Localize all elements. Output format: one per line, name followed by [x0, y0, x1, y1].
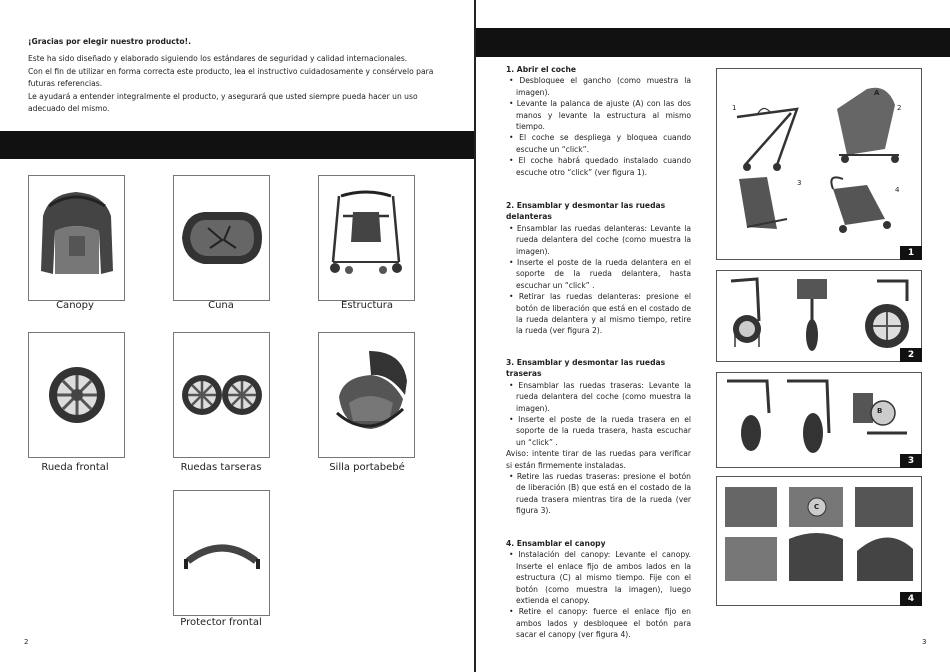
section-band [476, 28, 950, 57]
part-label-cuna: Cuna [208, 300, 234, 311]
step-bullet: • Desbloquee el gancho (como muestra la imagen). [509, 76, 691, 97]
step-bullet: • Inserte el poste de la rueda trasera en el soporte de la rueda trasera, hasta escuchar un “click” . [509, 415, 691, 447]
figure-1-callout-1: 1 [732, 104, 737, 112]
figure-1 [716, 68, 922, 260]
figure-2-number: 2 [900, 348, 922, 362]
part-ruedas-traseras-image [173, 332, 270, 458]
step-title: 1. Abrir el coche [506, 65, 577, 74]
step-title: 4. Ensamblar el canopy [506, 539, 606, 548]
step-title: 2. Ensamblar y desmontar las ruedas delanteras [506, 201, 666, 222]
figure-3 [716, 372, 922, 468]
figure-1-callout-4: 4 [895, 186, 900, 194]
step-bullet: • El coche se despliega y bloquea cuando escuche un “click”. [509, 133, 691, 154]
step-2 [506, 200, 691, 337]
figure-1-callout-letter: A [874, 89, 880, 97]
intro-paragraph-1: Este ha sido diseñado y elaborado siguiendo los estándares de seguridad y calidad internacionales. [28, 54, 408, 64]
greeting: ¡Gracias por elegir nuestro producto!. [28, 37, 191, 46]
figure-3-callout-letter: B [877, 407, 883, 415]
step-warning: Aviso: intente tirar de las ruedas para verificar si están firmemente instaladas. [506, 449, 691, 470]
part-silla-portabebe-image [318, 332, 415, 458]
page-number-left: 2 [24, 638, 29, 646]
part-label-rueda-frontal: Rueda frontal [41, 462, 109, 473]
part-label-protector-frontal: Protector frontal [180, 617, 262, 628]
figure-1-callout-3: 3 [797, 179, 802, 187]
figure-4-callout-letter: C [814, 503, 820, 511]
figure-1-number: 1 [900, 246, 922, 260]
step-bullet: • El coche habrá quedado instalado cuando escuche otro “click” (ver figura 1). [509, 156, 691, 177]
intro-paragraph-3: Le ayudará a entender integralmente el producto, y asegurará que usted siempre pueda hacer un uso adecuado del mismo. [28, 91, 418, 114]
step-bullet: • Retire las ruedas traseras: presione el botón de liberación (B) que está en el costado de la rueda trasera mientras tira de la rueda (ver figura 3). [509, 472, 691, 516]
step-bullet: • Ensamblar las ruedas delanteras: Levante la rueda delantera del coche (como muestra la imagen). [509, 223, 691, 256]
step-3 [506, 357, 691, 517]
step-bullet: • Ensamblar las ruedas traseras: Levante la rueda delantera del coche (como muestra la imagen). [509, 380, 691, 413]
step-4 [506, 538, 691, 641]
figure-1-callout-2: 2 [897, 104, 902, 112]
step-title: 3. Ensamblar y desmontar las ruedas traseras [506, 358, 666, 379]
figure-3-number: 3 [900, 454, 922, 468]
part-label-estructura: Estructura [341, 300, 393, 311]
part-protector-frontal-image [173, 490, 270, 616]
part-canopy-image [28, 175, 125, 301]
page-number-right: 3 [922, 638, 927, 646]
section-band [0, 131, 474, 159]
figure-2 [716, 270, 922, 362]
part-rueda-frontal-image [28, 332, 125, 458]
step-bullet: • Retire el canopy: fuerce el enlace fijo en ambos lados y desbloquee el botón para sacar el canopy (ver figura 4). [509, 607, 691, 640]
intro-text [28, 36, 448, 115]
step-bullet: • Levante la palanca de ajuste (A) con las dos manos y levante la estructura al mismo tiempo. [509, 99, 691, 132]
figure-4 [716, 476, 922, 606]
figure-4-number: 4 [900, 592, 922, 606]
part-label-silla-portabebe: Silla portabebé [329, 462, 405, 473]
step-bullet: • Retirar las ruedas delanteras: presione el botón de liberación que está en el costado de la rueda delantera y al mismo tiempo, retire la rueda (ver figura 2). [509, 292, 691, 336]
step-bullet: • Inserte el poste de la rueda delantera en el soporte de la rueda delantera, hasta escuchar un “click” . [509, 258, 691, 290]
step-bullet: • Instalación del canopy: Levante el canopy. Inserte el enlace fijo de ambos lados en la estructura (C) al mismo tiempo. Fije con el botón (como muestra la imagen), luego extienda el canopy. [509, 550, 691, 606]
left-page [0, 0, 474, 672]
part-cuna-image [173, 175, 270, 301]
step-1 [506, 64, 691, 178]
part-label-ruedas-traseras: Ruedas tarseras [180, 462, 262, 473]
part-label-canopy: Canopy [56, 300, 94, 311]
part-estructura-image [318, 175, 415, 301]
intro-paragraph-2: Con el fin de utilizar en forma correcta este producto, lea el instructivo cuidadosamente y consérvelo para futuras referencias. [28, 66, 434, 89]
right-page [476, 0, 950, 672]
